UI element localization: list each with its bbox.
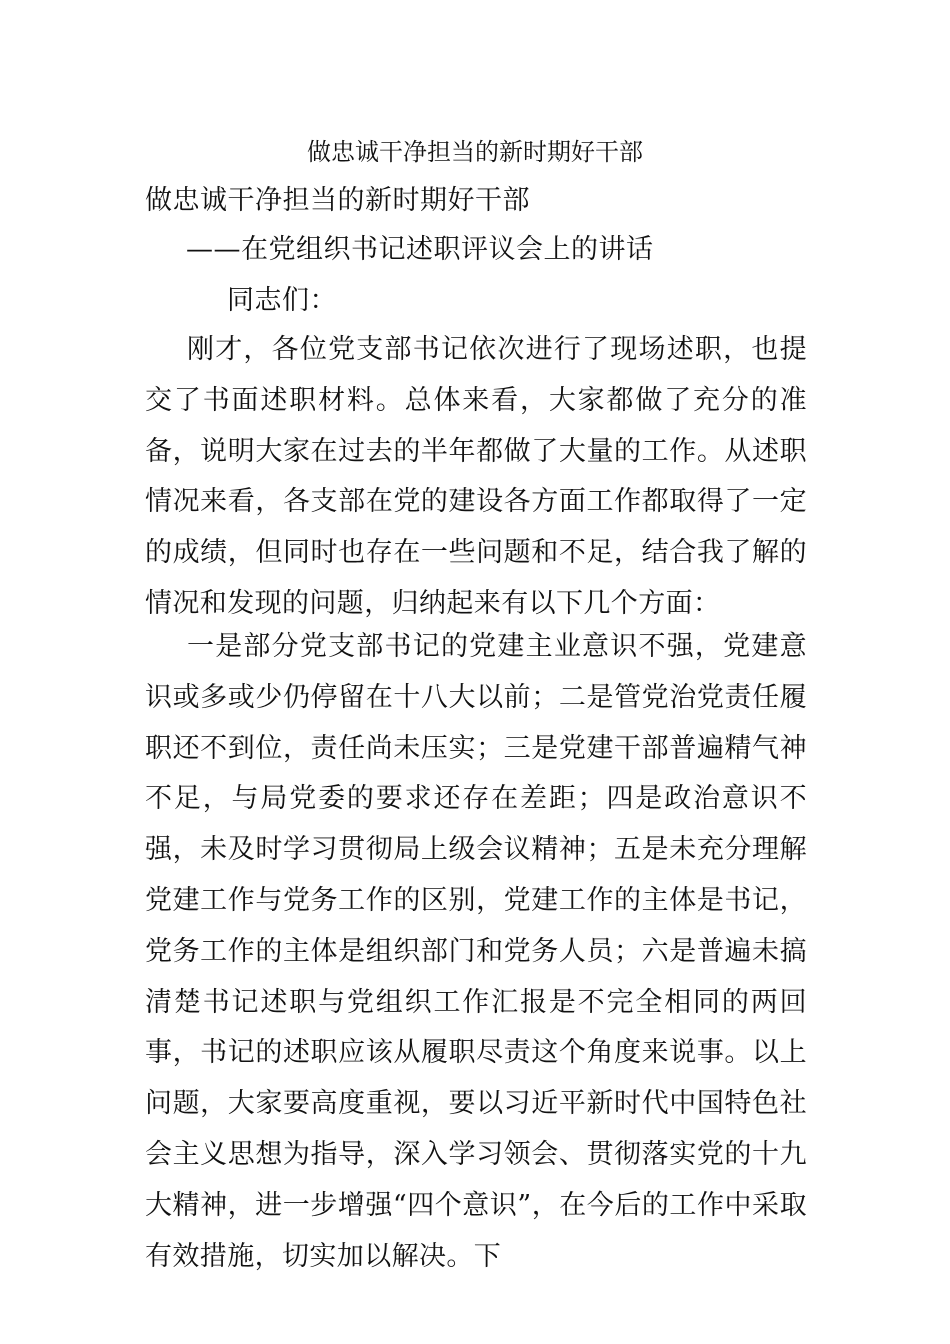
document-title: 做忠诚干净担当的新时期好干部	[307, 138, 643, 166]
paragraph-2: 一是部分党支部书记的党建主业意识不强，党建意识或多或少仍停留在十八大以前；二是管党治党责任履职还不到位，责任尚未压实；三是党建干部普遍精气神不足，与局党委的要求还存在差距；四是政治意识不强，未及时学习贯彻局上级会议精神；五是未充分理解党建工作与党务工作的区别，党建工作的主体是书记，党务工作的主体是组织部门和党务人员；六是普遍未搞清楚书记述职与党组织工作汇报是不完全相同的两回事，书记的述职应该从履职尽责这个角度来说事。以上问题，大家要高度重视，要以习近平新时代中国特色社会主义思想为指导，深入学习领会、贯彻落实党的十九大精神，进一步增强“四个意识”，在今后的工作中采取有效措施，切实加以解决。下	[145, 631, 807, 1272]
paragraph-1: 刚才，各位党支部书记依次进行了现场述职，也提交了书面述职材料。总体来看，大家都做了充分的准备，说明大家在过去的半年都做了大量的工作。从述职情况来看，各支部在党的建设各方面工作都取得了一定的成绩，但同时也存在一些问题和不足，结合我了解的情况和发现的问题，归纳起来有以下几个方面：	[145, 334, 807, 619]
speech-heading: 做忠诚干净担当的新时期好干部	[145, 185, 530, 216]
salutation: 同志们：	[227, 285, 337, 316]
speech-subtitle: ——在党组织书记述职评议会上的讲话	[186, 234, 654, 265]
